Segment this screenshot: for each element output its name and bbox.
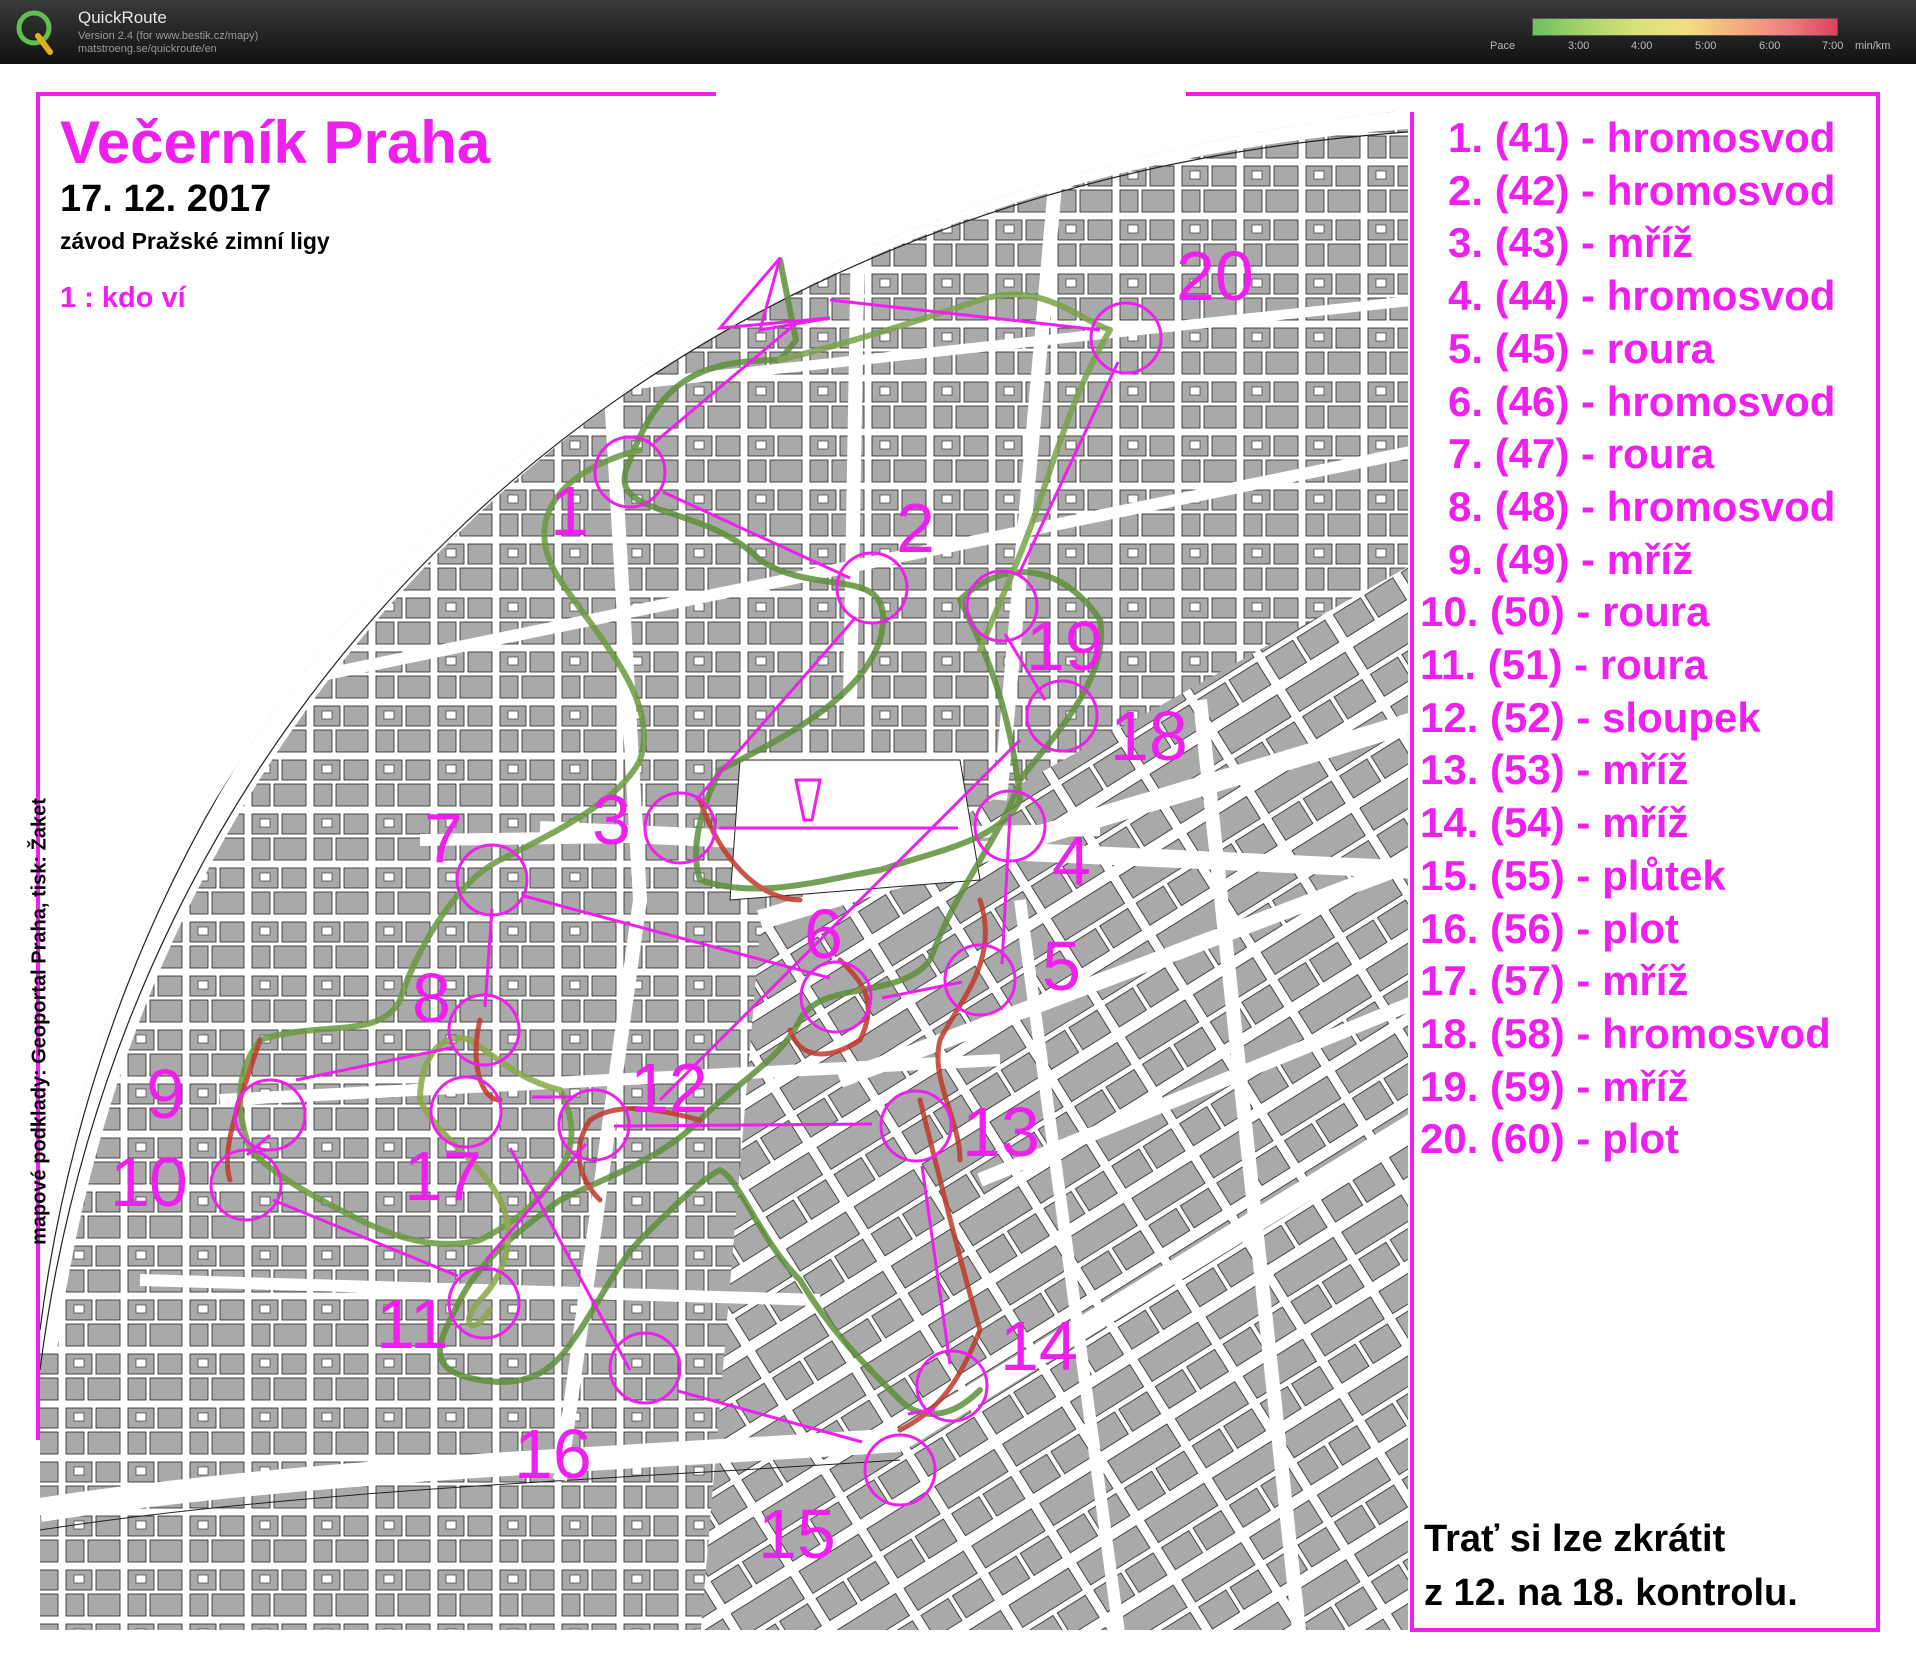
pace-tick: 4:00 [1631, 40, 1653, 52]
control-description: 2. (42) - hromosvod [1448, 166, 1836, 214]
control-number: 3 [592, 781, 631, 859]
pace-tick: 6:00 [1759, 40, 1781, 52]
control-description: 20. (60) - plot [1420, 1115, 1680, 1163]
control-description: 11. (51) - roura [1420, 641, 1708, 689]
control-number: 5 [1042, 927, 1081, 1005]
course-note-line: Trať si lze zkrátit [1424, 1518, 1726, 1560]
course-note [1424, 1512, 1798, 1620]
control-description: 5. (45) - roura [1448, 324, 1715, 372]
map-base [0, 92, 1420, 1640]
version-line: Version 2.4 (for www.bestik.cz/mapy) [78, 30, 259, 42]
map-credits: mapové podklady: Geoportal Praha, tisk: Žaket [28, 798, 51, 1245]
control-description: 9. (49) - mříž [1448, 535, 1694, 583]
pace-unit: min/km [1855, 40, 1891, 52]
control-description: 19. (59) - mříž [1420, 1062, 1689, 1110]
control-number: 17 [404, 1137, 482, 1215]
control-number: 11 [376, 1285, 449, 1363]
course-note-line: z 12. na 18. kontrolu. [1424, 1572, 1798, 1614]
control-description: 1. (41) - hromosvod [1448, 114, 1836, 161]
control-number: 4 [1052, 822, 1091, 900]
control-number: 16 [514, 1415, 592, 1493]
url-line: matstroeng.se/quickroute/en [78, 43, 217, 55]
pace-tick: 3:00 [1568, 40, 1590, 52]
pace-label: Pace [1490, 40, 1516, 52]
control-number: 2 [896, 489, 935, 567]
control-number: 15 [758, 1495, 836, 1573]
control-description: 8. (48) - hromosvod [1448, 482, 1836, 530]
control-description: 3. (43) - mříž [1448, 219, 1694, 267]
control-description: 12. (52) - sloupek [1420, 693, 1761, 741]
control-description: 17. (57) - mříž [1420, 957, 1689, 1005]
event-subtitle: závod Pražské zimní ligy [60, 228, 330, 254]
control-description: 18. (58) - hromosvod [1420, 1009, 1831, 1057]
map-title: Večerník Praha [60, 109, 491, 176]
control-number: 6 [804, 895, 843, 973]
pace-tick: 7:00 [1822, 40, 1844, 52]
control-description: 4. (44) - hromosvod [1448, 272, 1836, 320]
control-number: 14 [1000, 1307, 1078, 1385]
control-description: 7. (47) - roura [1448, 430, 1715, 478]
app-name: QuickRoute [78, 8, 167, 27]
control-number: 7 [424, 799, 463, 877]
pace-tick: 5:00 [1695, 40, 1717, 52]
control-number: 19 [1026, 607, 1104, 685]
control-description: 13. (53) - mříž [1420, 746, 1689, 794]
event-date: 17. 12. 2017 [60, 178, 272, 220]
map-scale: 1 : kdo ví [60, 282, 186, 314]
control-descriptions [1420, 112, 1835, 1166]
control-description: 10. (50) - roura [1420, 588, 1710, 636]
control-number: 18 [1110, 697, 1188, 775]
control-number: 9 [146, 1055, 185, 1133]
control-number: 10 [110, 1143, 188, 1221]
control-number: 12 [630, 1049, 708, 1127]
control-number: 1 [550, 472, 589, 550]
control-number: 20 [1176, 237, 1254, 315]
control-description: 16. (56) - plot [1420, 904, 1680, 952]
control-description: 15. (55) - plůtek [1420, 851, 1726, 899]
control-description: 6. (46) - hromosvod [1448, 377, 1836, 425]
control-number: 8 [412, 959, 451, 1037]
control-number: 13 [962, 1093, 1040, 1171]
control-description: 14. (54) - mříž [1420, 799, 1689, 847]
